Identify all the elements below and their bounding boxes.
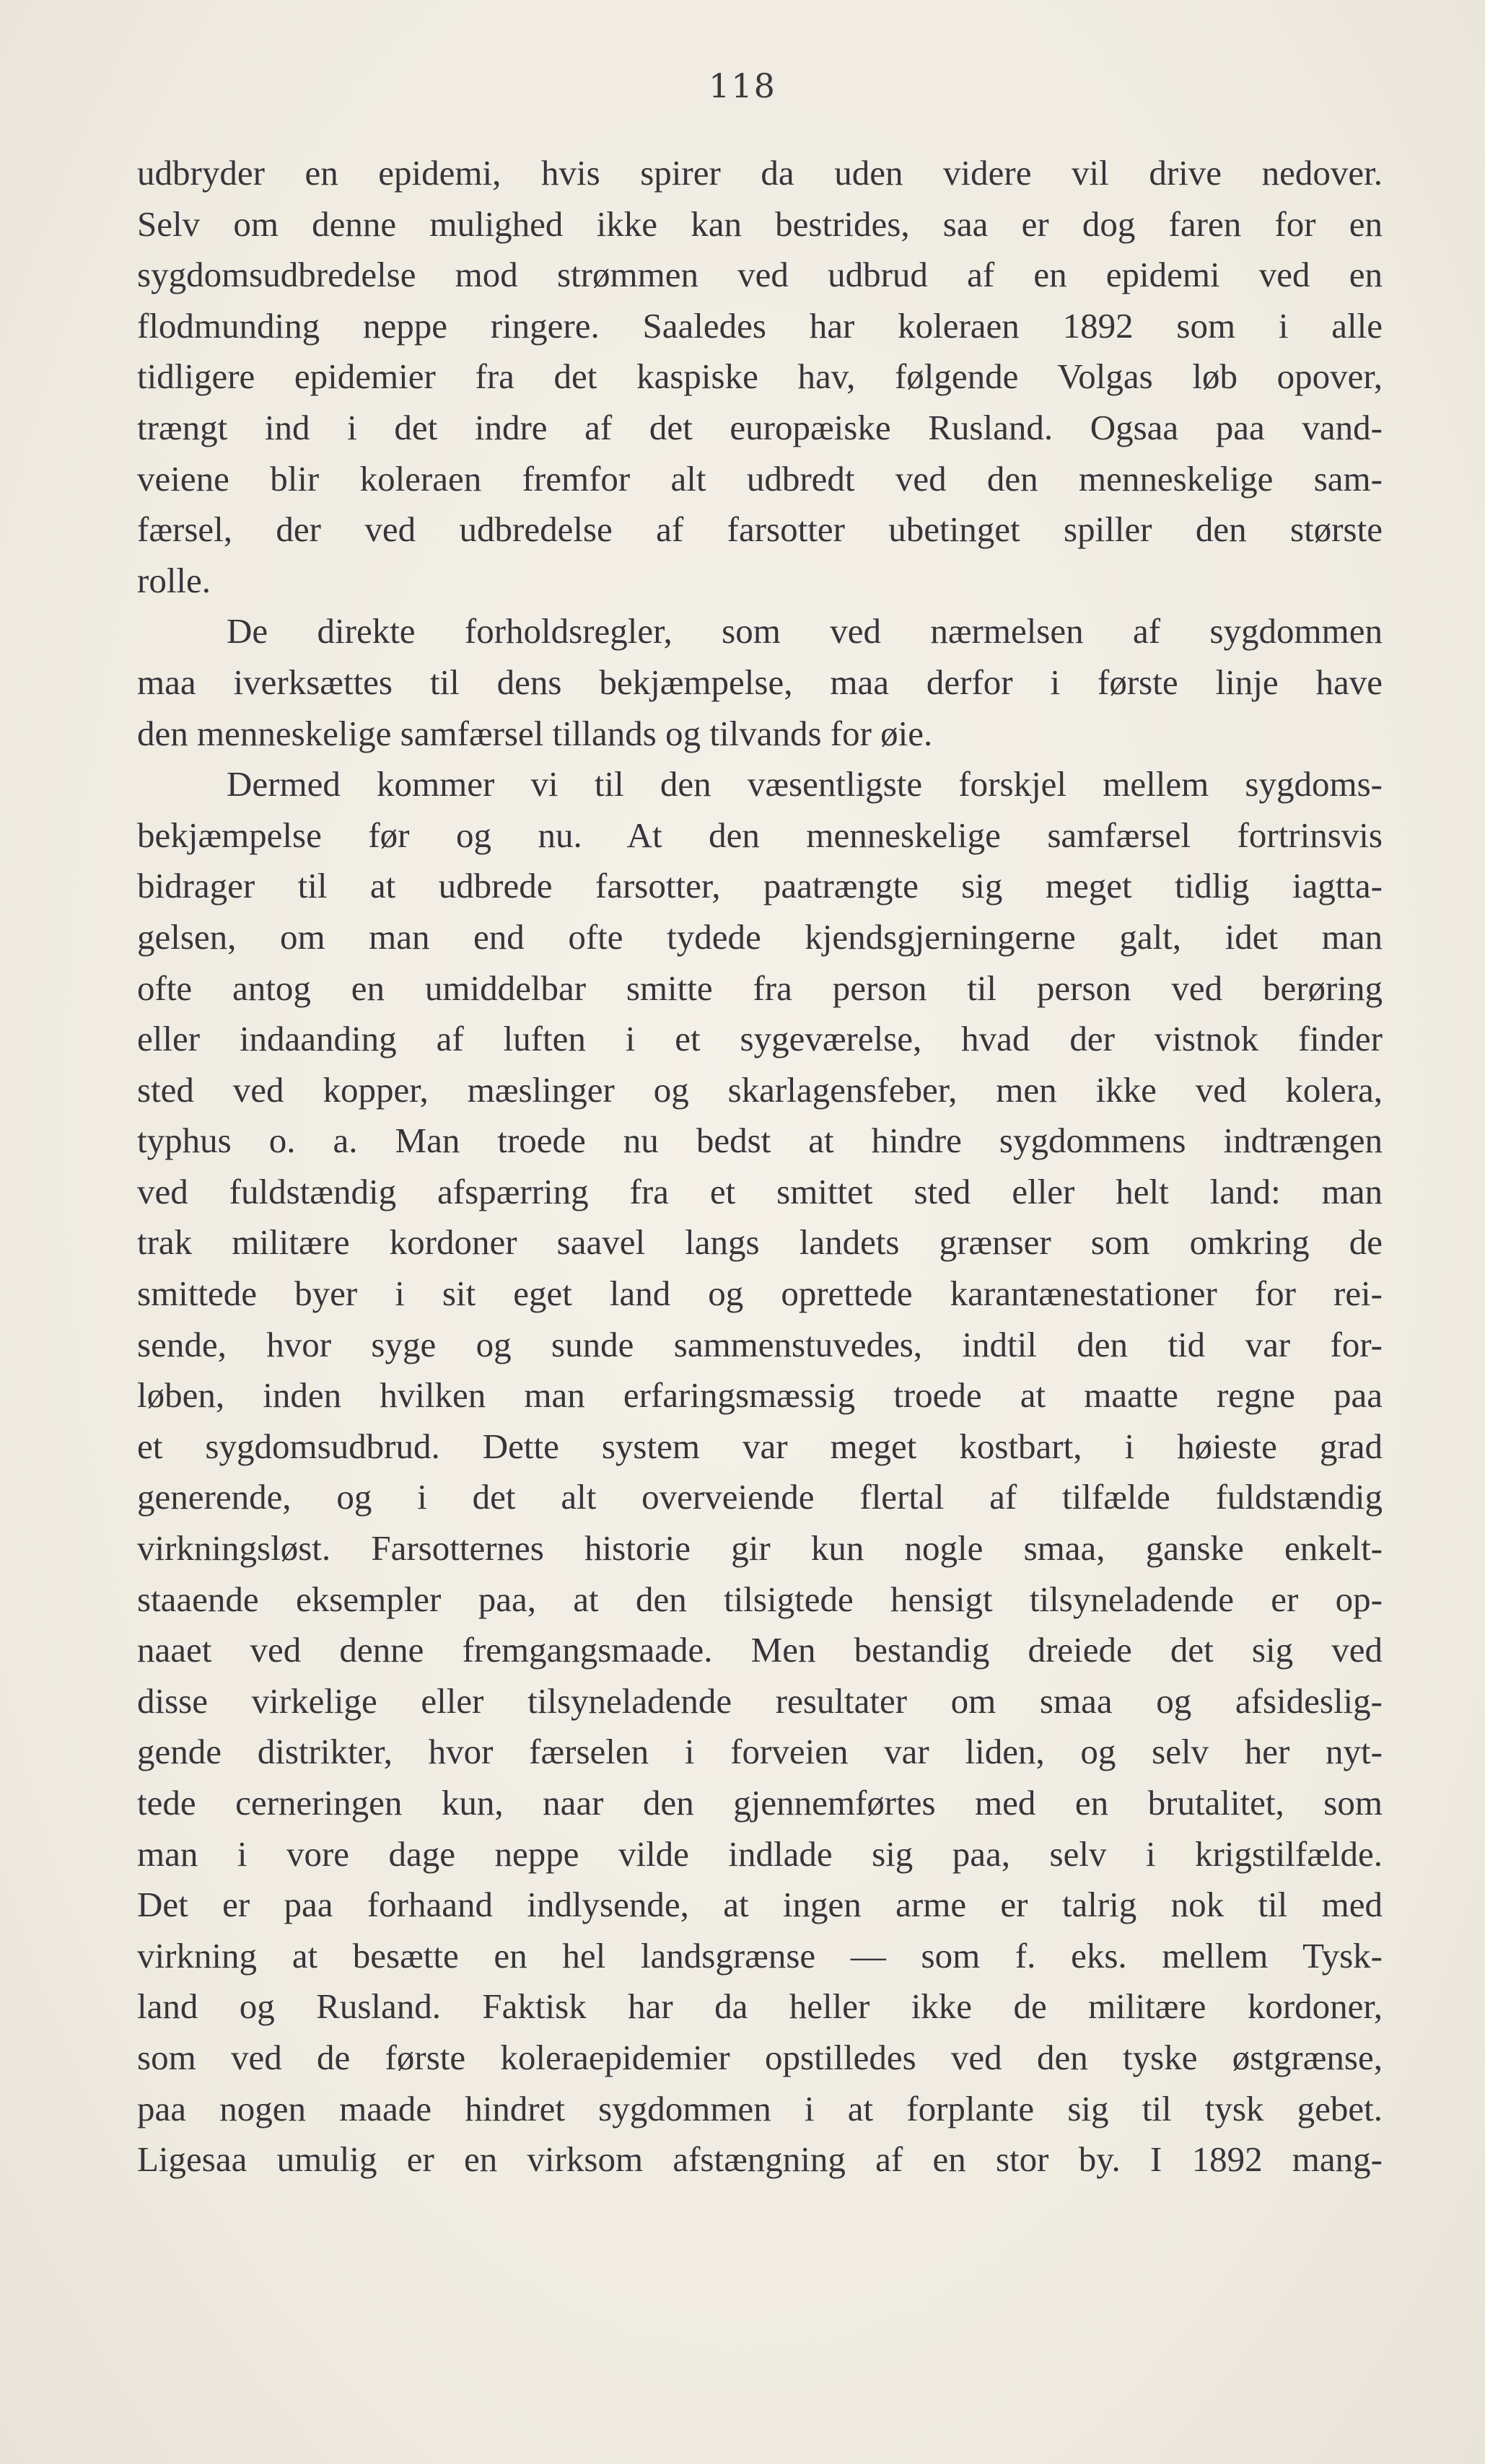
text-line: færsel, der ved udbredelse af farsotter ubetinget spiller den største [137, 509, 1383, 550]
text-line: Selv om denne mulighed ikke kan bestrides, saa er dog faren for en [137, 203, 1383, 244]
text-line: De direkte forholdsregler, som ved nærmelsen af sygdommen [227, 611, 1383, 652]
text-line: ofte antog en umiddelbar smitte fra person til person ved berøring [137, 968, 1383, 1008]
text-line: bidrager til at udbrede farsotter, paatrængte sig meget tidlig iagtta- [137, 866, 1383, 906]
text-line: virkningsløst. Farsotternes historie gir kun nogle smaa, ganske enkelt- [137, 1528, 1383, 1569]
text-line: udbryder en epidemi, hvis spirer da uden videre vil drive nedover. [137, 153, 1383, 193]
text-line: sted ved kopper, mæslinger og skarlagensfeber, men ikke ved kolera, [137, 1069, 1383, 1110]
text-line: gende distrikter, hvor færselen i forveien var liden, og selv her nyt- [137, 1732, 1383, 1772]
text-line: smittede byer i sit eget land og oprettede karantænestationer for rei- [137, 1273, 1383, 1314]
text-line: paa nogen maade hindret sygdommen i at forplante sig til tysk gebet. [137, 2088, 1383, 2128]
text-line: eller indaanding af luften i et sygeværelse, hvad der vistnok finder [137, 1019, 1383, 1059]
text-line: tede cerneringen kun, naar den gjennemførtes med en brutalitet, som [137, 1783, 1383, 1823]
text-line: sygdomsudbredelse mod strømmen ved udbrud af en epidemi ved en [137, 255, 1383, 295]
text-line: bekjæmpelse før og nu. At den menneskelige samfærsel fortrinsvis [137, 815, 1383, 855]
body-text [137, 148, 1383, 2185]
text-line: typhus o. a. Man troede nu bedst at hindre sygdommens indtrængen [137, 1121, 1383, 1161]
text-line: som ved de første koleraepidemier opstilledes ved den tyske østgrænse, [137, 2037, 1383, 2077]
text-line: veiene blir koleraen fremfor alt udbredt ved den menneskelige sam- [137, 458, 1383, 499]
text-line: generende, og i det alt overveiende flertal af tilfælde fuldstændig [137, 1477, 1383, 1517]
text-line: ved fuldstændig afspærring fra et smittet sted eller helt land: man [137, 1171, 1383, 1211]
page-number: 118 [709, 66, 776, 105]
text-line: trak militære kordoner saavel langs landets grænser som omkring de [137, 1222, 1383, 1263]
text-line: man i vore dage neppe vilde indlade sig paa, selv i krigstilfælde. [137, 1833, 1383, 1874]
text-line: Det er paa forhaand indlysende, at ingen arme er talrig nok til med [137, 1885, 1383, 1925]
text-line: trængt ind i det indre af det europæiske Rusland. Ogsaa paa vand- [137, 407, 1383, 447]
text-line: rolle. [137, 560, 211, 600]
text-line: løben, inden hvilken man erfaringsmæssig troede at maatte regne paa [137, 1375, 1383, 1416]
text-line: et sygdomsudbrud. Dette system var meget kostbart, i høieste grad [137, 1426, 1383, 1466]
text-line: Dermed kommer vi til den væsentligste forskjel mellem sygdoms- [227, 764, 1383, 804]
text-line: Ligesaa umulig er en virksom afstængning af en stor by. I 1892 mang- [137, 2139, 1383, 2180]
text-line: den menneskelige samfærsel tillands og tilvands for øie. [137, 713, 933, 753]
text-line: virkning at besætte en hel landsgrænse — som f. eks. mellem Tysk- [137, 1935, 1383, 1976]
text-line: flodmunding neppe ringere. Saaledes har koleraen 1892 som i alle [137, 305, 1383, 346]
text-line: land og Rusland. Faktisk har da heller ikke de militære kordoner, [137, 1986, 1383, 2027]
text-line: naaet ved denne fremgangsmaade. Men bestandig dreiede det sig ved [137, 1630, 1383, 1670]
text-line: maa iverksættes til dens bekjæmpelse, maa derfor i første linje have [137, 662, 1383, 702]
text-line: sende, hvor syge og sunde sammenstuvedes, indtil den tid var for- [137, 1324, 1383, 1364]
text-line: gelsen, om man end ofte tydede kjendsgjerningerne galt, idet man [137, 916, 1383, 957]
text-line: staaende eksempler paa, at den tilsigtede hensigt tilsyneladende er op- [137, 1579, 1383, 1619]
text-line: disse virkelige eller tilsyneladende resultater om smaa og afsideslig- [137, 1680, 1383, 1721]
text-line: tidligere epidemier fra det kaspiske hav, følgende Volgas løb opover, [137, 356, 1383, 397]
